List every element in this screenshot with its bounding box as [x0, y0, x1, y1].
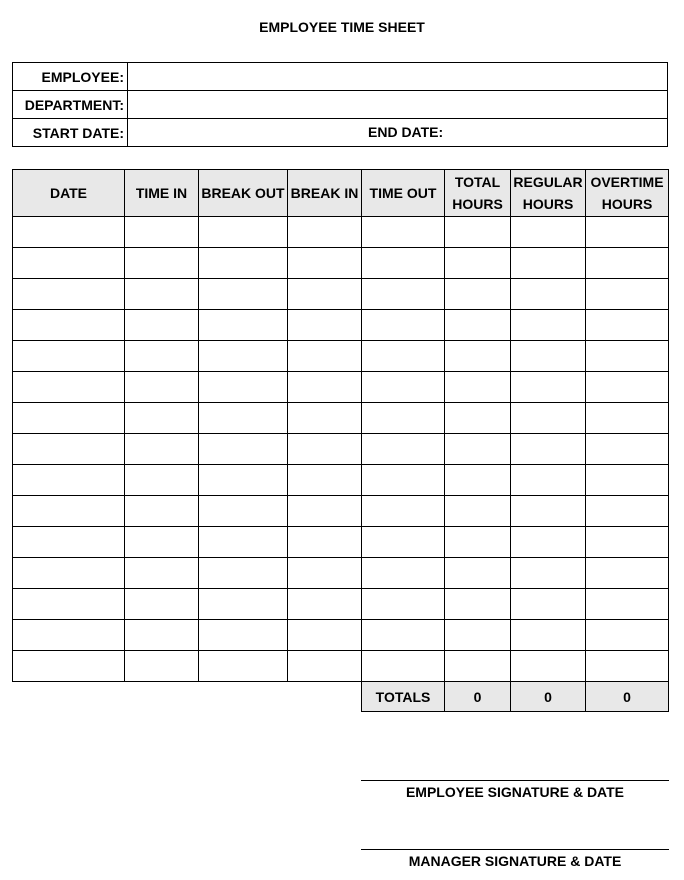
cell-time-out[interactable]	[362, 248, 445, 279]
cell-total-hours[interactable]	[445, 248, 511, 279]
table-row	[13, 341, 669, 372]
cell-time-out[interactable]	[362, 279, 445, 310]
table-row	[13, 496, 669, 527]
cell-time-in[interactable]	[125, 527, 199, 558]
timesheet-table	[12, 169, 669, 682]
employee-field[interactable]	[128, 63, 668, 91]
cell-total-hours[interactable]	[445, 217, 511, 248]
cell-date[interactable]	[13, 496, 125, 527]
header-date: DATE	[13, 170, 125, 217]
header-row	[13, 170, 669, 217]
cell-overtime-hours[interactable]	[586, 248, 669, 279]
cell-total-hours[interactable]	[445, 403, 511, 434]
cell-time-out[interactable]	[362, 434, 445, 465]
cell-date[interactable]	[13, 403, 125, 434]
cell-time-out[interactable]	[362, 620, 445, 651]
cell-date[interactable]	[13, 558, 125, 589]
cell-overtime-hours[interactable]	[586, 558, 669, 589]
cell-total-hours[interactable]	[445, 310, 511, 341]
cell-date[interactable]	[13, 620, 125, 651]
cell-regular-hours[interactable]	[511, 279, 586, 310]
cell-total-hours[interactable]	[445, 372, 511, 403]
cell-time-in[interactable]	[125, 558, 199, 589]
regular-hours-sum: 0	[511, 682, 586, 712]
table-row	[13, 465, 669, 496]
cell-break-out[interactable]	[199, 248, 288, 279]
department-field[interactable]	[128, 91, 668, 119]
cell-overtime-hours[interactable]	[586, 465, 669, 496]
header-break-in: BREAK IN	[288, 170, 362, 217]
cell-time-out[interactable]	[362, 496, 445, 527]
cell-break-in[interactable]	[288, 496, 362, 527]
cell-time-out[interactable]	[362, 372, 445, 403]
cell-regular-hours[interactable]	[511, 558, 586, 589]
table-row	[13, 651, 669, 682]
cell-date[interactable]	[13, 651, 125, 682]
end-date-label: END DATE:	[368, 124, 444, 140]
cell-regular-hours[interactable]	[511, 465, 586, 496]
cell-total-hours[interactable]	[445, 527, 511, 558]
cell-overtime-hours[interactable]	[586, 589, 669, 620]
employee-label: EMPLOYEE:	[13, 63, 128, 91]
cell-overtime-hours[interactable]	[586, 217, 669, 248]
header-break-out: BREAK OUT	[199, 170, 288, 217]
cell-time-out[interactable]	[362, 589, 445, 620]
cell-regular-hours[interactable]	[511, 310, 586, 341]
cell-break-out[interactable]	[199, 558, 288, 589]
cell-break-in[interactable]	[288, 527, 362, 558]
employee-row	[13, 63, 668, 91]
total-hours-sum: 0	[445, 682, 511, 712]
cell-time-out[interactable]	[362, 558, 445, 589]
cell-time-in[interactable]	[125, 589, 199, 620]
overtime-hours-sum: 0	[586, 682, 669, 712]
cell-total-hours[interactable]	[445, 341, 511, 372]
header-regular-hours: REGULAR HOURS	[511, 170, 586, 217]
cell-time-in[interactable]	[125, 620, 199, 651]
employee-info-block	[12, 62, 668, 147]
cell-overtime-hours[interactable]	[586, 372, 669, 403]
cell-break-in[interactable]	[288, 403, 362, 434]
cell-break-out[interactable]	[199, 403, 288, 434]
cell-break-in[interactable]	[288, 310, 362, 341]
table-row	[13, 620, 669, 651]
department-label: DEPARTMENT:	[13, 91, 128, 119]
cell-total-hours[interactable]	[445, 279, 511, 310]
cell-total-hours[interactable]	[445, 589, 511, 620]
cell-regular-hours[interactable]	[511, 527, 586, 558]
cell-total-hours[interactable]	[445, 496, 511, 527]
cell-date[interactable]	[13, 341, 125, 372]
cell-break-out[interactable]	[199, 217, 288, 248]
cell-time-out[interactable]	[362, 310, 445, 341]
cell-regular-hours[interactable]	[511, 496, 586, 527]
cell-break-in[interactable]	[288, 589, 362, 620]
cell-overtime-hours[interactable]	[586, 620, 669, 651]
cell-time-in[interactable]	[125, 217, 199, 248]
cell-break-in[interactable]	[288, 465, 362, 496]
table-row	[13, 248, 669, 279]
department-row	[13, 91, 668, 119]
cell-break-out[interactable]	[199, 465, 288, 496]
header-time-in: TIME IN	[125, 170, 199, 217]
table-row	[13, 372, 669, 403]
table-row	[13, 279, 669, 310]
cell-overtime-hours[interactable]	[586, 310, 669, 341]
timesheet-body	[13, 217, 669, 682]
cell-overtime-hours[interactable]	[586, 651, 669, 682]
cell-total-hours[interactable]	[445, 558, 511, 589]
cell-overtime-hours[interactable]	[586, 279, 669, 310]
cell-overtime-hours[interactable]	[586, 341, 669, 372]
cell-total-hours[interactable]	[445, 465, 511, 496]
cell-break-in[interactable]	[288, 341, 362, 372]
cell-date[interactable]	[13, 248, 125, 279]
dates-field[interactable]	[128, 119, 668, 147]
cell-time-out[interactable]	[362, 403, 445, 434]
cell-break-in[interactable]	[288, 248, 362, 279]
cell-time-in[interactable]	[125, 341, 199, 372]
cell-break-out[interactable]	[199, 279, 288, 310]
cell-date[interactable]	[13, 372, 125, 403]
cell-overtime-hours[interactable]	[586, 496, 669, 527]
cell-total-hours[interactable]	[445, 651, 511, 682]
cell-break-in[interactable]	[288, 217, 362, 248]
cell-break-in[interactable]	[288, 620, 362, 651]
start-date-label: START DATE:	[13, 119, 128, 147]
cell-regular-hours[interactable]	[511, 651, 586, 682]
cell-break-out[interactable]	[199, 372, 288, 403]
employee-signature-line[interactable]	[361, 780, 669, 781]
cell-date[interactable]	[13, 589, 125, 620]
cell-break-in[interactable]	[288, 558, 362, 589]
cell-regular-hours[interactable]	[511, 217, 586, 248]
cell-break-in[interactable]	[288, 434, 362, 465]
cell-date[interactable]	[13, 310, 125, 341]
cell-time-in[interactable]	[125, 310, 199, 341]
table-row	[13, 310, 669, 341]
header-total-hours: TOTAL HOURS	[445, 170, 511, 217]
table-row	[13, 558, 669, 589]
table-row	[13, 434, 669, 465]
cell-regular-hours[interactable]	[511, 403, 586, 434]
cell-time-in[interactable]	[125, 651, 199, 682]
cell-time-out[interactable]	[362, 527, 445, 558]
cell-break-out[interactable]	[199, 496, 288, 527]
cell-time-in[interactable]	[125, 465, 199, 496]
cell-date[interactable]	[13, 279, 125, 310]
cell-break-out[interactable]	[199, 341, 288, 372]
manager-signature-line[interactable]	[361, 849, 669, 850]
dates-row	[13, 119, 668, 147]
table-row	[13, 589, 669, 620]
cell-overtime-hours[interactable]	[586, 403, 669, 434]
header-overtime-hours: OVERTIME HOURS	[586, 170, 669, 217]
cell-break-out[interactable]	[199, 651, 288, 682]
cell-time-out[interactable]	[362, 341, 445, 372]
cell-break-in[interactable]	[288, 651, 362, 682]
cell-time-in[interactable]	[125, 248, 199, 279]
cell-date[interactable]	[13, 434, 125, 465]
cell-time-in[interactable]	[125, 434, 199, 465]
document-title: EMPLOYEE TIME SHEET	[259, 19, 425, 35]
manager-signature-label: MANAGER SIGNATURE & DATE	[408, 853, 622, 869]
cell-regular-hours[interactable]	[511, 248, 586, 279]
cell-total-hours[interactable]	[445, 434, 511, 465]
cell-break-out[interactable]	[199, 589, 288, 620]
cell-break-out[interactable]	[199, 310, 288, 341]
cell-overtime-hours[interactable]	[586, 434, 669, 465]
cell-break-in[interactable]	[288, 279, 362, 310]
cell-break-out[interactable]	[199, 620, 288, 651]
totals-row	[361, 681, 669, 712]
header-time-out: TIME OUT	[362, 170, 445, 217]
cell-total-hours[interactable]	[445, 620, 511, 651]
cell-regular-hours[interactable]	[511, 434, 586, 465]
cell-regular-hours[interactable]	[511, 620, 586, 651]
totals-label: TOTALS	[362, 682, 445, 712]
table-row	[13, 403, 669, 434]
cell-break-out[interactable]	[199, 434, 288, 465]
cell-regular-hours[interactable]	[511, 589, 586, 620]
cell-overtime-hours[interactable]	[586, 527, 669, 558]
cell-time-out[interactable]	[362, 465, 445, 496]
cell-date[interactable]	[13, 217, 125, 248]
table-row	[13, 527, 669, 558]
cell-break-out[interactable]	[199, 527, 288, 558]
employee-signature-label: EMPLOYEE SIGNATURE & DATE	[405, 784, 625, 800]
cell-time-in[interactable]	[125, 403, 199, 434]
table-row	[13, 217, 669, 248]
cell-date[interactable]	[13, 465, 125, 496]
cell-break-in[interactable]	[288, 372, 362, 403]
cell-time-in[interactable]	[125, 496, 199, 527]
cell-time-in[interactable]	[125, 372, 199, 403]
cell-time-in[interactable]	[125, 279, 199, 310]
cell-regular-hours[interactable]	[511, 341, 586, 372]
cell-time-out[interactable]	[362, 217, 445, 248]
cell-regular-hours[interactable]	[511, 372, 586, 403]
cell-date[interactable]	[13, 527, 125, 558]
cell-time-out[interactable]	[362, 651, 445, 682]
